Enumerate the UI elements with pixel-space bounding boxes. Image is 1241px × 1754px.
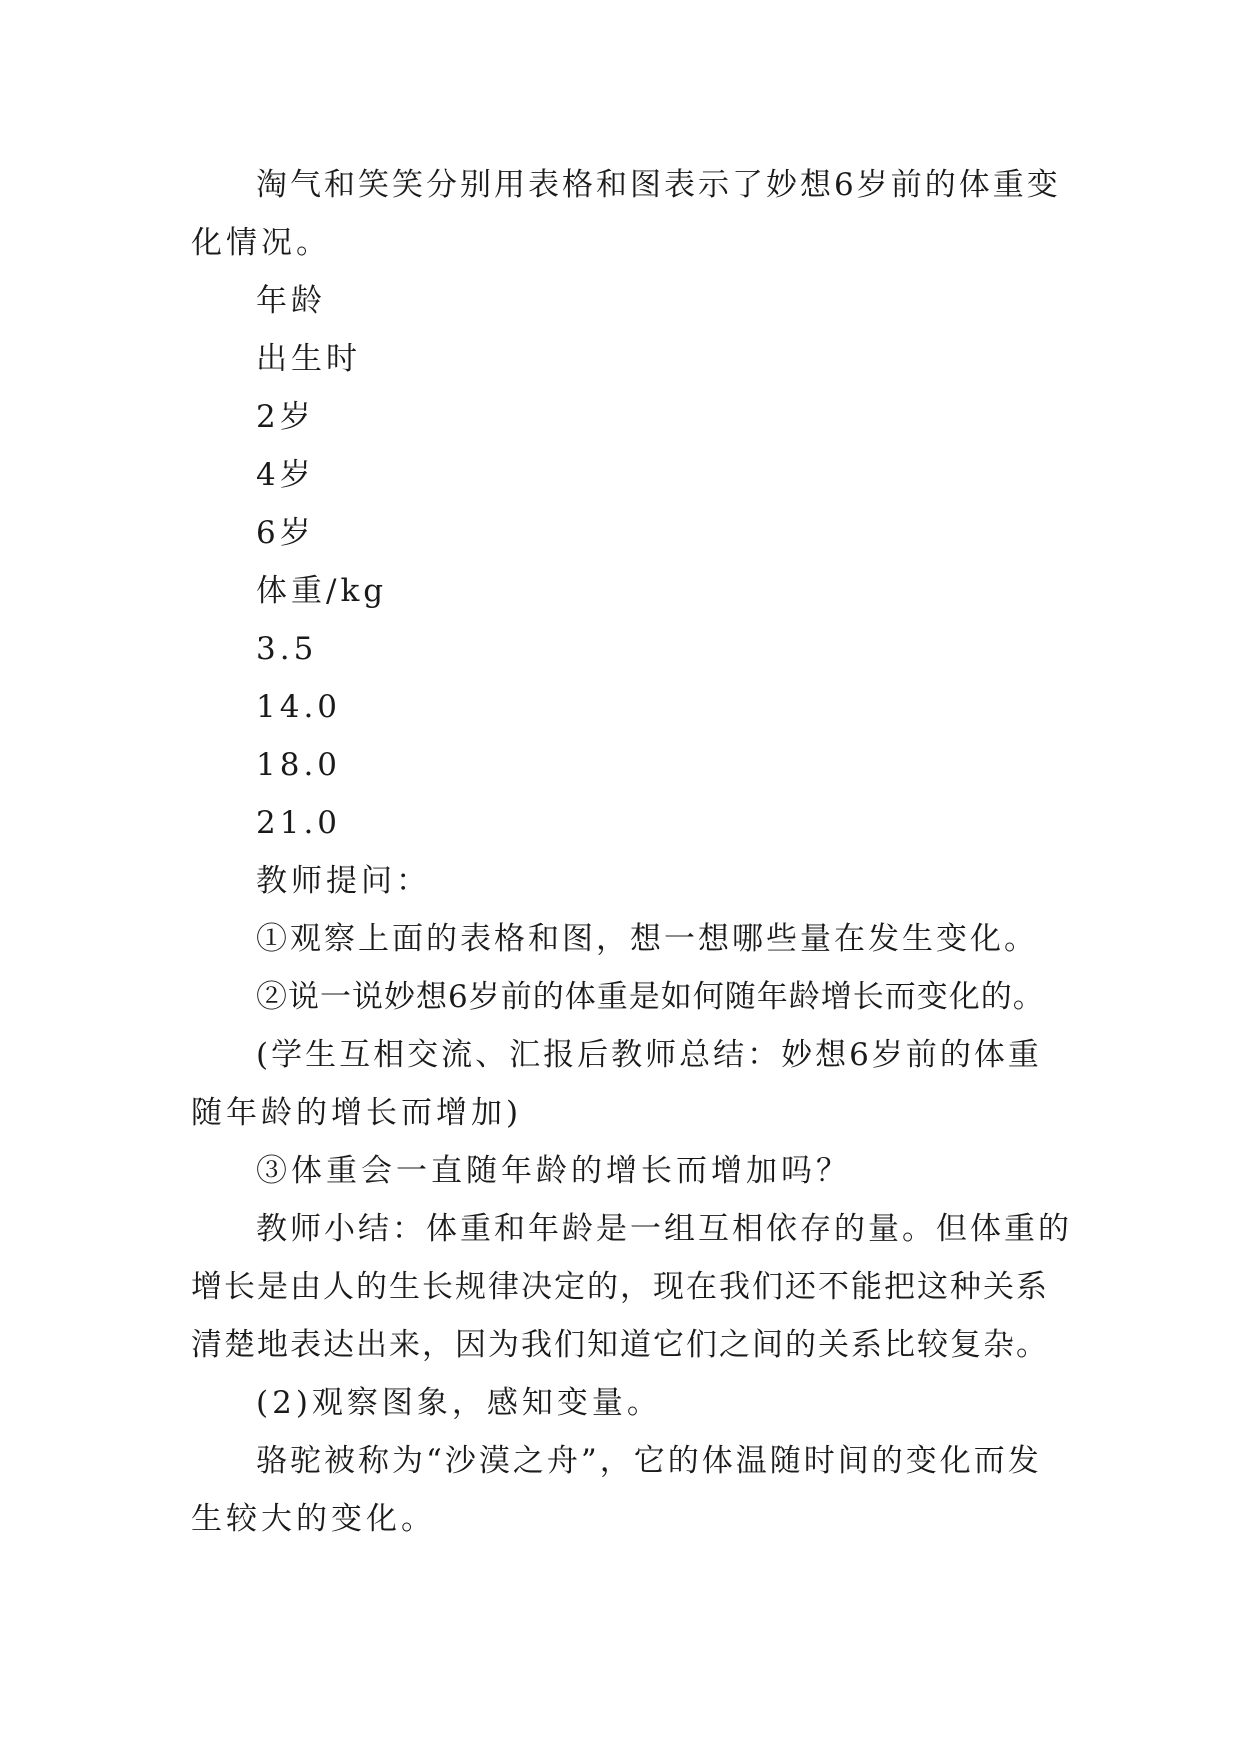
camel-paragraph-line-2: 生较大的变化。: [191, 1501, 436, 1537]
question-2: ②说一说妙想6岁前的体重是如何随年龄增长而变化的。: [256, 979, 1045, 1015]
question-1: ①观察上面的表格和图，想一想哪些量在发生变化。: [256, 921, 1038, 957]
paragraph-intro-line-2: 化情况。: [191, 225, 331, 261]
table-header-weight: 体重/kg: [256, 573, 388, 609]
table-cell-birth: 出生时: [256, 341, 361, 377]
teacher-conclusion-line-3: 清楚地表达出来，因为我们知道它们之间的关系比较复杂。: [191, 1327, 1049, 1363]
table-cell-weight-6: 21.0: [256, 805, 342, 841]
table-header-age: 年龄: [256, 283, 326, 319]
teacher-conclusion-line-2: 增长是由人的生长规律决定的，现在我们还不能把这种关系: [191, 1269, 1049, 1305]
table-cell-age-2: 2岁: [256, 399, 315, 435]
table-cell-weight-2: 14.0: [256, 689, 342, 725]
paragraph-intro-line-1: 淘气和笑笑分别用表格和图表示了妙想6岁前的体重变: [256, 167, 1061, 203]
teacher-conclusion-line-1: 教师小结：体重和年龄是一组互相依存的量。但体重的: [256, 1211, 1072, 1247]
question-3: ③体重会一直随年龄的增长而增加吗？: [256, 1153, 851, 1189]
teacher-summary-note-line-2: 随年龄的增长而增加): [191, 1095, 523, 1131]
table-cell-age-4: 4岁: [256, 457, 315, 493]
camel-paragraph-line-1: 骆驼被称为“沙漠之舟”，它的体温随时间的变化而发: [256, 1443, 1042, 1479]
table-cell-age-6: 6岁: [256, 515, 315, 551]
table-cell-weight-4: 18.0: [256, 747, 342, 783]
teacher-summary-note-line-1: (学生互相交流、汇报后教师总结：妙想6岁前的体重: [256, 1037, 1042, 1073]
teacher-question-heading: 教师提问：: [256, 863, 431, 899]
section-heading-observe-graph: (2)观察图象，感知变量。: [256, 1385, 662, 1421]
table-cell-weight-birth: 3.5: [256, 631, 318, 667]
